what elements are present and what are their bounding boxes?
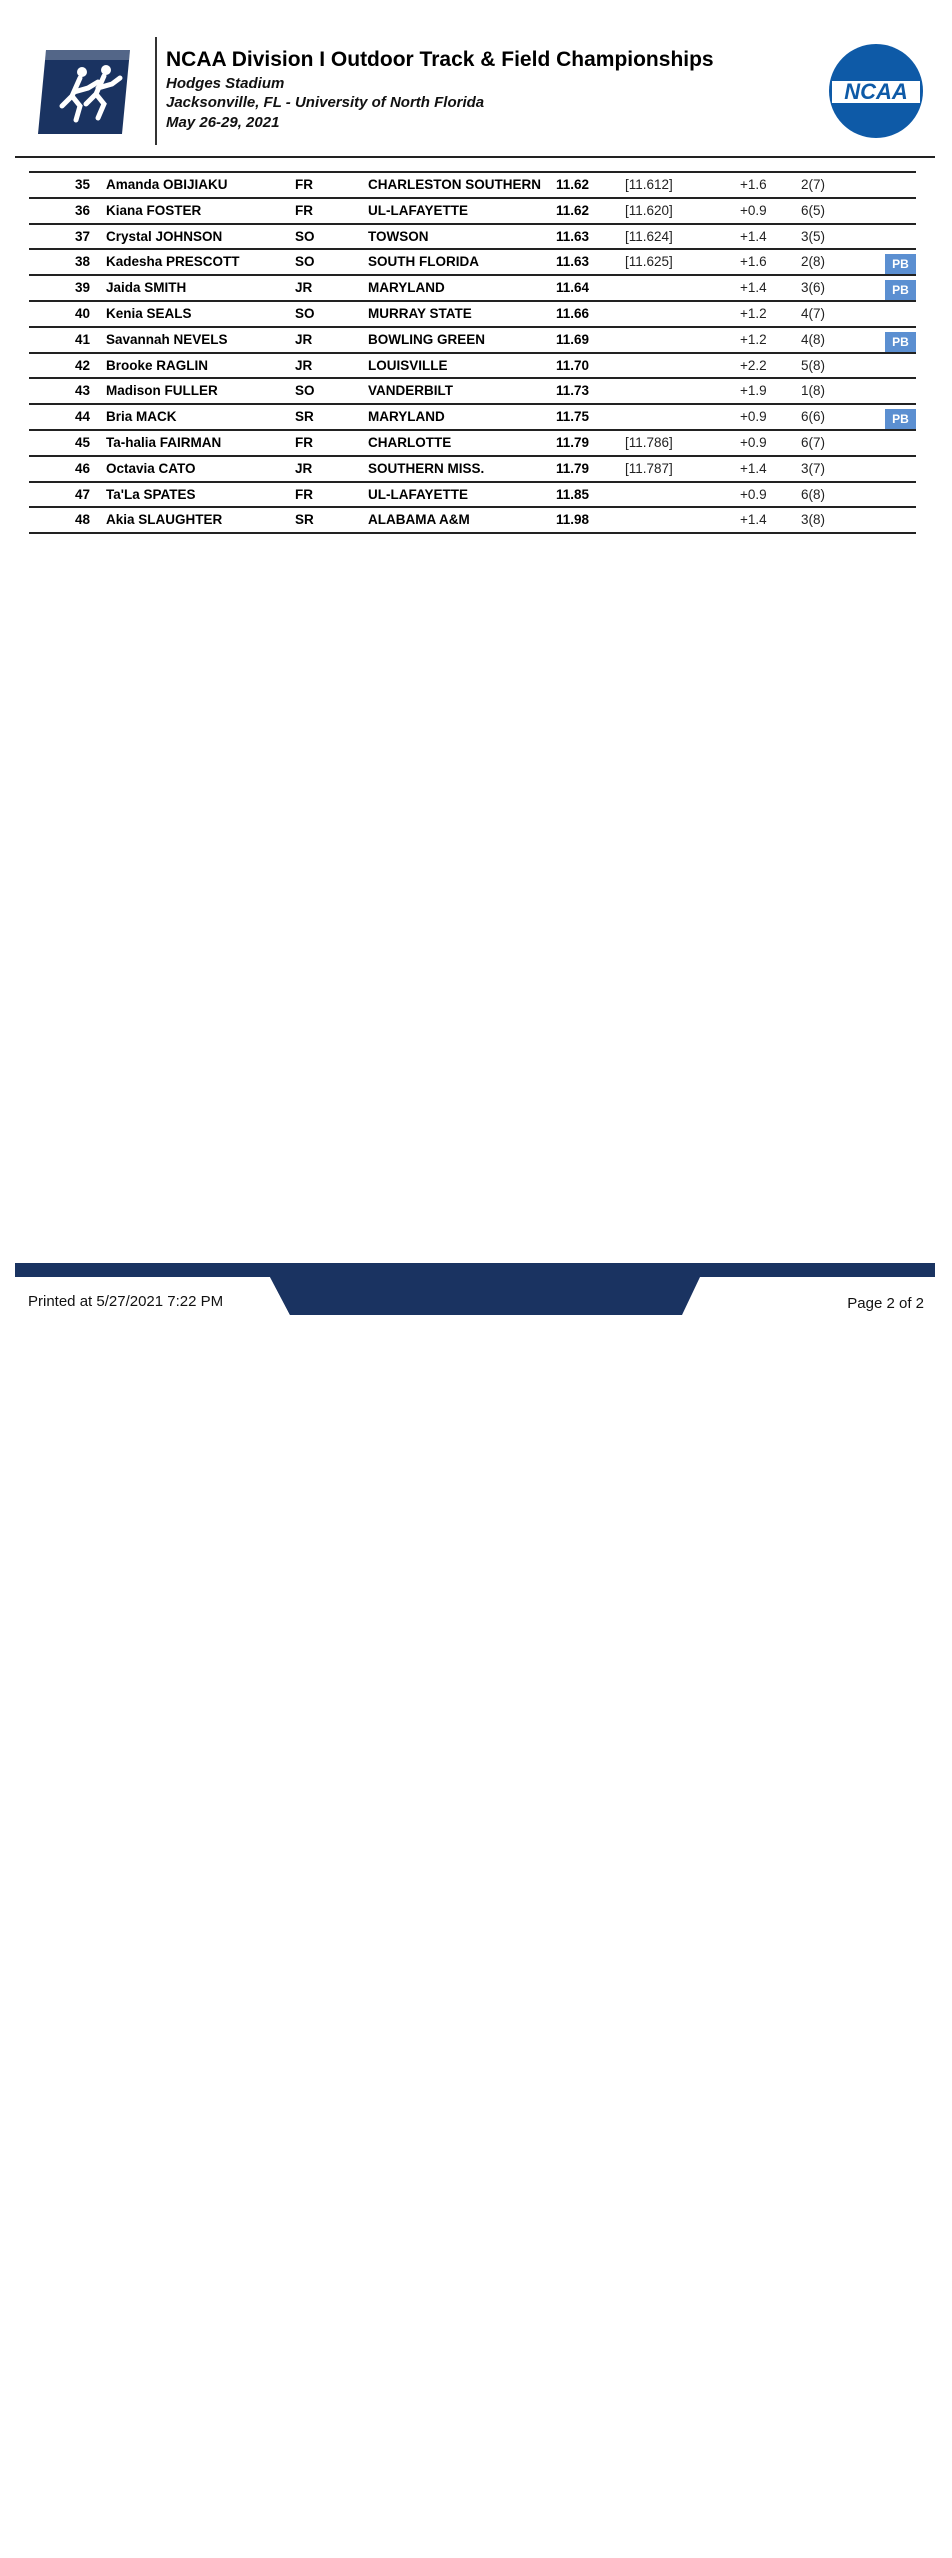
class-year: JR (295, 280, 313, 296)
place-cell: 35 (74, 177, 90, 192)
class-year: SR (295, 512, 314, 528)
mark-time: 11.66 (556, 305, 590, 321)
wind-reading: +1.4 (740, 512, 767, 528)
tiebreak-time: [11.624] (625, 228, 673, 244)
team-name: CHARLESTON SOUTHERN (368, 177, 542, 192)
athlete-name: Ta-halia FAIRMAN (106, 434, 222, 450)
athlete-name: Kadesha PRESCOTT (106, 254, 240, 270)
table-row (29, 300, 916, 326)
class-year: SO (295, 305, 315, 321)
athlete-name: Bria MACK (106, 409, 177, 425)
results-table (29, 171, 916, 534)
heat-place: 1(8) (801, 383, 826, 399)
wind-reading: +0.9 (740, 202, 767, 218)
tiebreak-time: [11.620] (625, 202, 673, 218)
heat-place: 2(8) (801, 254, 826, 270)
team-name: CHARLOTTE (368, 434, 452, 450)
class-year: SR (295, 409, 314, 425)
athlete-name: Octavia CATO (106, 460, 196, 476)
team-name: UL-LAFAYETTE (368, 202, 469, 218)
track-runners-logo (36, 44, 134, 138)
athlete-name: Jaida SMITH (106, 280, 187, 296)
table-row (29, 248, 916, 274)
class-year: SO (295, 254, 315, 270)
place-cell: 46 (74, 460, 90, 476)
heat-place: 6(7) (801, 434, 826, 450)
mark-time: 11.73 (556, 383, 590, 399)
place-cell: 41 (74, 331, 90, 347)
tiebreak-time: [11.786] (625, 434, 673, 450)
place-cell: 47 (74, 486, 90, 502)
wind-reading: +1.2 (740, 331, 767, 347)
table-row (29, 223, 916, 249)
results-notice-prefix: Results available at (334, 2541, 465, 2558)
wind-reading: +2.2 (740, 357, 767, 373)
team-name: MARYLAND (368, 409, 445, 425)
heat-place: 6(8) (801, 486, 826, 502)
place-cell: 36 (74, 202, 90, 218)
mark-time: 11.98 (556, 512, 590, 528)
heat-place: 5(8) (801, 357, 826, 373)
tiebreak-time: [11.612] (625, 177, 673, 192)
location: Jacksonville, FL - University of North Florida (166, 94, 485, 111)
class-year: SO (295, 383, 315, 399)
document-header (0, 0, 952, 160)
tiebreak-time: [11.625] (625, 254, 673, 270)
wind-reading: +1.2 (740, 305, 767, 321)
ncaa-logo-text: NCAA (844, 79, 908, 104)
class-year: FR (295, 202, 313, 218)
wind-reading: +1.4 (740, 228, 767, 244)
wind-reading: +0.9 (740, 434, 767, 450)
team-name: ALABAMA A&M (368, 512, 470, 528)
table-row (29, 171, 916, 197)
page-number: Page 2 of 2 (847, 1295, 924, 1312)
wind-reading: +1.4 (740, 280, 767, 296)
table-row (29, 506, 916, 534)
table-row (29, 352, 916, 378)
printed-timestamp: Printed at 5/27/2021 7:22 PM (28, 1293, 224, 1310)
team-name: MURRAY STATE (368, 305, 472, 321)
mark-time: 11.64 (556, 280, 590, 296)
athlete-name: Kiana FOSTER (106, 202, 202, 218)
place-cell: 48 (74, 512, 90, 528)
athlete-name: Kenia SEALS (106, 305, 192, 321)
team-name: SOUTH FLORIDA (368, 254, 479, 270)
mark-time: 11.63 (556, 228, 590, 244)
place-cell: 37 (74, 228, 90, 244)
wind-reading: +0.9 (740, 486, 767, 502)
mark-time: 11.85 (556, 486, 590, 502)
class-year: SO (295, 228, 315, 244)
class-year: JR (295, 357, 313, 373)
wind-reading: +1.4 (740, 460, 767, 476)
table-row (29, 377, 916, 403)
mark-time: 11.63 (556, 254, 590, 270)
athlete-name: Crystal JOHNSON (106, 228, 223, 244)
header-rule (15, 156, 935, 158)
results-url[interactable]: www.flashresults.com (468, 2541, 627, 2558)
table-row (29, 274, 916, 300)
results-notice (334, 2541, 626, 2558)
pb-badge: PB (885, 254, 916, 274)
place-cell: 38 (74, 254, 90, 270)
athlete-name: Brooke RAGLIN (106, 357, 209, 373)
athlete-name: Amanda OBIJIAKU (106, 177, 228, 192)
heat-place: 3(7) (801, 460, 826, 476)
team-name: TOWSON (368, 228, 429, 244)
mark-time: 11.79 (556, 434, 590, 450)
heat-place: 4(7) (801, 305, 826, 321)
wind-reading: +1.6 (740, 177, 767, 192)
heat-place: 4(8) (801, 331, 826, 347)
heat-place: 6(5) (801, 202, 826, 218)
mark-time: 11.62 (556, 177, 590, 192)
class-year: FR (295, 177, 313, 192)
ncaa-logo (828, 43, 924, 139)
page-title: NCAA Division I Outdoor Track & Field Championships (166, 48, 714, 71)
wind-reading: +0.9 (740, 409, 767, 425)
pb-badge: PB (885, 332, 916, 352)
athlete-name: Madison FULLER (106, 383, 218, 399)
mark-time: 11.79 (556, 460, 590, 476)
tiebreak-time: [11.787] (625, 460, 673, 476)
header-divider (155, 37, 157, 145)
heat-place: 3(8) (801, 512, 826, 528)
athlete-name: Savannah NEVELS (106, 331, 228, 347)
place-cell: 44 (74, 409, 90, 425)
heat-place: 3(6) (801, 280, 826, 296)
class-year: JR (295, 460, 313, 476)
heat-place: 6(6) (801, 409, 826, 425)
place-cell: 43 (74, 383, 90, 399)
team-name: LOUISVILLE (368, 357, 448, 373)
team-name: SOUTHERN MISS. (368, 460, 485, 476)
heat-place: 3(5) (801, 228, 826, 244)
team-name: UL-LAFAYETTE (368, 486, 469, 502)
team-name: BOWLING GREEN (368, 331, 485, 347)
pb-badge: PB (885, 280, 916, 300)
wind-reading: +1.6 (740, 254, 767, 270)
mark-time: 11.62 (556, 202, 590, 218)
table-row (29, 481, 916, 507)
mark-time: 11.69 (556, 331, 590, 347)
mark-time: 11.75 (556, 409, 590, 425)
venue: Hodges Stadium (166, 75, 285, 92)
athlete-name: Akia SLAUGHTER (106, 512, 223, 528)
place-cell: 45 (74, 434, 90, 450)
table-row (29, 403, 916, 429)
event-dates: May 26-29, 2021 (166, 114, 280, 131)
place-cell: 39 (74, 280, 90, 296)
mark-time: 11.70 (556, 357, 590, 373)
place-cell: 40 (74, 305, 90, 321)
table-row (29, 197, 916, 223)
heat-place: 2(7) (801, 177, 826, 192)
team-name: MARYLAND (368, 280, 445, 296)
pb-badge: PB (885, 409, 916, 429)
class-year: FR (295, 434, 313, 450)
table-row (29, 455, 916, 481)
athlete-name: Ta'La SPATES (106, 486, 196, 502)
table-row (29, 429, 916, 455)
class-year: JR (295, 331, 313, 347)
wind-reading: +1.9 (740, 383, 767, 399)
place-cell: 42 (74, 357, 90, 373)
class-year: FR (295, 486, 313, 502)
team-name: VANDERBILT (368, 383, 453, 399)
table-row (29, 326, 916, 352)
